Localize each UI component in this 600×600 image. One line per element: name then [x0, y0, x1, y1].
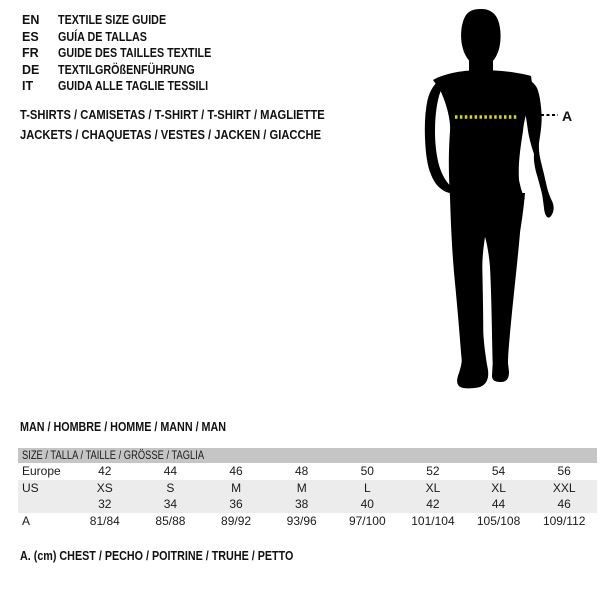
size-value: 109/112 — [542, 513, 586, 528]
size-value: 40 — [360, 497, 374, 512]
section-title-man: MAN / HOMBRE / HOMME / MANN / MAN — [20, 420, 227, 434]
size-value: L — [363, 480, 371, 495]
table-row-us — [18, 480, 597, 497]
size-value: XXL — [552, 480, 576, 495]
language-row-fr — [22, 45, 236, 62]
language-code: DE — [22, 62, 40, 77]
legs-shape — [450, 193, 525, 388]
language-row-es — [22, 29, 236, 46]
language-label: GUÍA DE TALLAS — [58, 29, 147, 44]
language-row-de — [22, 62, 236, 79]
size-value: 44 — [491, 497, 506, 512]
size-table — [18, 448, 597, 529]
measure-label-a: A — [562, 108, 573, 124]
size-value: XS — [96, 480, 113, 495]
size-value: 89/92 — [221, 513, 252, 528]
size-value: 101/104 — [411, 513, 455, 528]
category-line-tshirts: T-SHIRTS / CAMISETAS / T-SHIRT / T-SHIRT / MAGLIETTE — [20, 107, 325, 123]
size-value: 46 — [557, 497, 571, 512]
table-row-chest-a — [18, 513, 597, 530]
row-label: US — [22, 480, 39, 495]
size-value: M — [231, 480, 242, 495]
language-label: GUIDE DES TAILLES TEXTILE — [58, 46, 212, 61]
size-value: 54 — [491, 464, 506, 479]
language-row-en — [22, 12, 236, 29]
row-label: Europe — [22, 464, 61, 479]
size-value: 56 — [557, 464, 571, 479]
size-value: 46 — [229, 464, 243, 479]
language-code: ES — [22, 29, 39, 44]
size-value: 42 — [426, 497, 440, 512]
language-label: TEXTILGRÖßENFÜHRUNG — [58, 62, 195, 77]
language-guide-list — [22, 12, 236, 95]
size-value: 34 — [163, 497, 178, 512]
language-label: TEXTILE SIZE GUIDE — [58, 13, 167, 28]
language-code: FR — [22, 46, 39, 61]
measurement-footnote: A. (cm) CHEST / PECHO / POITRINE / TRUHE / PETTO — [20, 549, 294, 563]
size-value: M — [296, 480, 307, 495]
size-value: XL — [491, 480, 506, 495]
language-code: EN — [22, 13, 40, 28]
language-code: IT — [22, 79, 34, 94]
size-value: 97/100 — [348, 513, 386, 528]
table-row-uk — [18, 496, 597, 513]
size-value: S — [166, 480, 175, 495]
size-value: 50 — [360, 464, 374, 479]
language-label: GUIDA ALLE TAGLIE TESSILI — [58, 79, 209, 94]
size-value: 81/84 — [89, 513, 120, 528]
category-line-jackets: JACKETS / CHAQUETAS / VESTES / JACKEN / GIACCHE — [20, 126, 322, 142]
size-value: 52 — [426, 464, 440, 479]
table-row-europe — [18, 463, 597, 480]
size-value: 93/96 — [286, 513, 317, 528]
language-row-it — [22, 78, 236, 95]
row-label: A — [22, 513, 31, 528]
man-silhouette-figure — [395, 0, 600, 410]
size-value: 44 — [163, 464, 178, 479]
size-value: 36 — [229, 497, 243, 512]
size-table-header: SIZE / TALLA / TAILLE / GRÖSSE / TAGLIA — [18, 448, 597, 463]
size-value: 85/88 — [155, 513, 186, 528]
size-value: 105/108 — [476, 513, 521, 528]
garment-categories — [20, 105, 374, 144]
man-silhouette-svg — [395, 0, 600, 410]
size-value: 48 — [295, 464, 309, 479]
size-value: 42 — [98, 464, 112, 479]
size-value: 38 — [295, 497, 309, 512]
size-value: XL — [425, 480, 441, 495]
size-value: 32 — [98, 497, 112, 512]
